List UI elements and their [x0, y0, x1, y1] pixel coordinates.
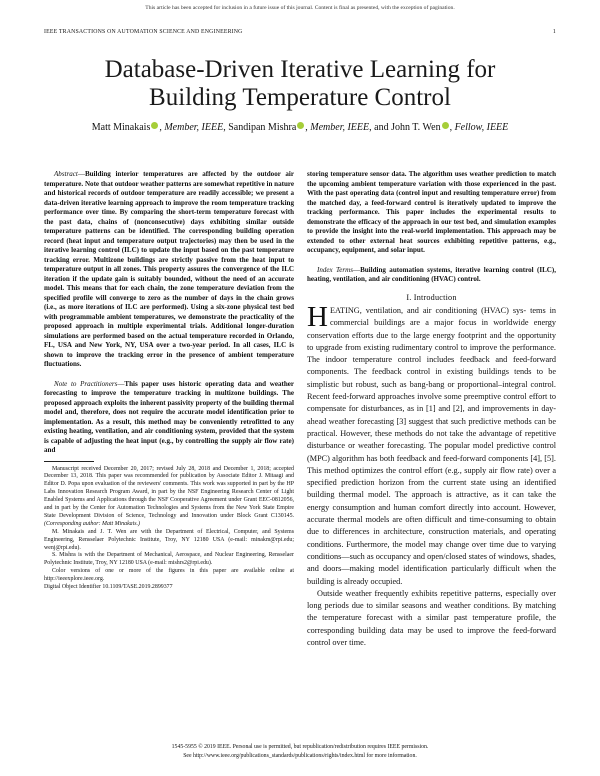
- footnotes: [44, 466, 294, 593]
- index-terms: Index Terms—Building automation systems, iterative learning control (ILC), heating, ventilation, and air conditioning (HVAC) control.: [307, 265, 557, 283]
- author-name: John T. Wen: [391, 122, 441, 133]
- abstract: Abstract—Building interior temperatures are affected by the outdoor air temperature. Note that outdoor weather patterns are somewhat repetitive in nature and historical records of outdoor temperature are readily accessible; we present a data-driven iterative learning approach to improve the room temperature tracking performance over time. By comparing the short-term temperature forecast with the past data, chains of (nonconsecutive) days exhibiting similar outside temperature patterns can be identified. The corresponding building operation record (heat input and temperature output trajectories) may then be used in the iterative learning control (ILC) to update the input based on the past temperature tracking error. Multizone buildings are strictly passive from the heat input to temperature output in all zones. This property assures the convergence of the ILC iteration if the update gain is suitably bounded, without the need of an accurate model. This means that for each chain, the zone temperature deviation from the specified profile will converge to zero as the number of days in the chain grows (i.e., as more iterations of ILC are performed). Using a six-zone physical test bed with programmable ambient temperatures, we demonstrate the practicality of the proposed approach in multiple experimental trials. Additional longer-duration simulations are performed based on the actual temperature recorded in Orlando, FL, USA and New York, NY, USA over a two-year period. In all cases, ILC is shown to improve the tracking error in the presence of ambient temperature fluctuations.: [44, 170, 294, 368]
- orcid-icon[interactable]: [297, 122, 304, 129]
- journal-name: IEEE TRANSACTIONS ON AUTOMATION SCIENCE AND ENGINEERING: [44, 29, 243, 35]
- orcid-icon[interactable]: [442, 122, 449, 129]
- title-line-1: Database-Driven Iterative Learning for: [104, 56, 496, 83]
- copyright-line: 1545-5955 © 2019 IEEE. Personal use is permitted, but republication/redistribution requires IEEE permission.: [171, 744, 429, 750]
- footnote: Color versions of one or more of the figures in this paper are available online at http://ieeexplore.ieee.org.: [44, 568, 294, 583]
- author-name: Matt Minakais: [91, 122, 151, 133]
- author-role: Member, IEEE: [310, 122, 370, 133]
- abstract-text: Building interior temperatures are affected by the outdoor air temperature. Note that outdoor weather patterns are somewhat repetitive in nature and historical records of outdoor temperature are readily accessible; we present a data-driven iterative learning approach to improve the room temperature tracking performance over time. By comparing the short-term temperature forecast with the past data, chains of (nonconsecutive) days exhibiting similar outside temperature patterns can be identified. The corresponding building operation record (heat input and temperature output trajectories) may then be used in the iterative learning control (ILC) to update the input based on the past temperature tracking error. Multizone buildings are strictly passive from the heat input to temperature output in all zones. This property assures the convergence of the ILC iteration if the update gain is suitably bounded, without the need of an accurate model. This means that for each chain, the zone temperature deviation from the specified profile will converge to zero as the number of days in the chain grows (i.e., as more iterations of ILC are performed). Using a six-zone physical test bed with programmable ambient temperatures, we demonstrate the practicality of the proposed approach in multiple experimental trials. Additional longer-duration simulations are performed based on the actual temperature recorded in Orlando, FL, USA and New York, NY, USA over a two-year period. In all cases, ILC is shown to improve the tracking error in the presence of ambient temperature fluctuations.: [44, 170, 294, 368]
- rights-link[interactable]: See http://www.ieee.org/publications_standards/publications/rights/index.html for more information.: [183, 753, 417, 759]
- footnote-divider: [44, 461, 94, 462]
- title-line-2: Building Temperature Control: [149, 84, 451, 111]
- page-number: 1: [552, 29, 556, 35]
- running-header: [44, 29, 556, 35]
- abstract-label: Abstract: [54, 170, 78, 178]
- drop-cap: H: [307, 301, 328, 333]
- note-to-practitioners: Note to Practitioners—This paper uses historic operating data and weather forecasting to improve the temperature tracking in multizone buildings. The proposed approach exploits the inherent passivity property of the building thermal model and, therefore, does not require the accurate model identification prior to implementation. As a result, this method may be conveniently retrofitted to any existing heating, ventilation, and air conditioning system, provided that the system is capable of adjusting the heat input (e.g., by controlling the supply air flow rate) and: [44, 379, 294, 454]
- note-continuation: storing temperature sensor data. The algorithm uses weather prediction to match the upcoming ambient temperature variation with those experienced in the past. With the past operating data (control input and resulting temperature error) from the matched day, a feed-forward control is iteratively updated to improve the tracking performance. This paper includes the experimental results to demonstrate the efficacy of the approach in our test bed, and simulation examples to provide the insight into the real-world implementation. This approach may be extended to other external heat sources exhibiting repetitive patterns, e.g., occupancy, equipment, and solar input.: [307, 170, 556, 254]
- section-heading: I. Introduction: [406, 292, 457, 302]
- author-role: Member, IEEE: [164, 122, 224, 133]
- note-text: This paper uses historic operating data and weather forecasting to improve the temperature tracking in multizone buildings. The proposed approach exploits the inherent passivity property of the building thermal model and, therefore, does not require the accurate model identification prior to implementation. As a result, this method may be conveniently retrofitted to any existing heating, ventilation, and air conditioning system, provided that the system is capable of adjusting the heat input (e.g., by controlling the supply air flow rate) and: [44, 379, 294, 454]
- acceptance-notice: This article has been accepted for inclusion in a future issue of this journal. Content is final as presented, with the exception of pagination.: [145, 5, 455, 11]
- introduction: [307, 301, 557, 649]
- footnote-doi: Digital Object Identifier 10.1109/TASE.2019.2899377: [44, 584, 173, 591]
- footnote: Manuscript received December 20, 2017; revised July 28, 2018 and December 1, 2018; accepted December 13, 2018. This paper was recommended for publication by Associate Editor J. Mitaagi and Editor D. Popa upon evaluation of the reviewers' comments. This work was supported in part by the HP Labs Innovation Research Program Award, in part by the NSF Engineering Research Center of Light Enabled Systems and Applications through the NSF Cooperative Agreement under Grant EEC-0812056, and in part by the Center for Automation Technologies and Systems from the New York State Empire State Development Division of Science, Technology and Innovation under Block Grant C130145. (Corresponding author: Matt Minakais.): [44, 465, 294, 527]
- author-list: Matt Minakais , Member, IEEE, Sandipan Mishra , Member, IEEE, and John T. Wen , Fellow, IEEE: [91, 122, 509, 133]
- note-label: Note to Practitioners: [54, 379, 118, 388]
- right-column: [307, 170, 556, 649]
- index-terms-text: Building automation systems, iterative learning control (ILC), heating, ventilation, and air conditioning (HVAC) control.: [307, 265, 557, 283]
- footnote: M. Minakais and J. T. Wen are with the Department of Electrical, Computer, and Systems Engineering, Rensselaer Polytechnic Institute, Troy, NY 12180 USA (e-mail: minakm@rpi.edu; wenj@rpi.edu).: [44, 528, 294, 551]
- orcid-icon[interactable]: [151, 122, 158, 129]
- intro-paragraph-1: EATING, ventilation, and air conditioning (HVAC) sys- tems in commercial buildings are a major focus in worldwide energy conservation efforts due to the large energy footprint and the opportunity to upgrade from existing rudimentary control to improve the performance. The indoor temperature control includes feedback and feed-forward components. The feedback control in existing buildings tends to be simplistic but robust, such as bang-bang or proportional–integral control. Recent feed-forward approaches involve some preemptive control effort to compensate for disturbances, as in [1] and [2], and improvements in day-ahead weather forecasting [3] suggest that such predictive methods can be practical. However, these methods do not take the advantage of repetitive disturbance or weather forecasting. The popular model predictive control (MPC) algorithm has both feedback and feed-forward components [4], [5]. This method optimizes the control effort (e.g., supply air flow rate) over a specified prediction horizon from the current state using an identified building thermal model. The approach is attractive, as it can take the energy consumption and human comfort directly into account. However, accurate thermal models are often difficult and time-consuming to obtain due to differences in architecture, construction materials, and operating conditions. Furthermore, the model may change over time due to varying conditions—such as occupancy and open/closed states of windows, shades, and doors—making model identification particularly difficult when the building is already occupied.: [307, 306, 557, 586]
- footnote: S. Mishra is with the Department of Mechanical, Aerospace, and Nuclear Engineering, Rensselaer Polytechnic Institute, Troy, NY 12180 USA (e-mail: mishrs2@rpi.edu).: [44, 552, 294, 567]
- copyright-footer: [0, 743, 600, 761]
- paper-title: [0, 56, 600, 112]
- author-role: Fellow, IEEE: [454, 122, 509, 133]
- intro-paragraph-2: Outside weather frequently exhibits repetitive patterns, especially over long periods due to similar seasons and weather conditions. By matching the temperature forecast with a similar past temperature profile, the corresponding building data may be used to improve the feed-forward control over time.: [307, 588, 556, 648]
- index-terms-label: Index Terms: [317, 265, 354, 274]
- author-name: Sandipan Mishra: [228, 122, 297, 133]
- left-column: [44, 170, 294, 592]
